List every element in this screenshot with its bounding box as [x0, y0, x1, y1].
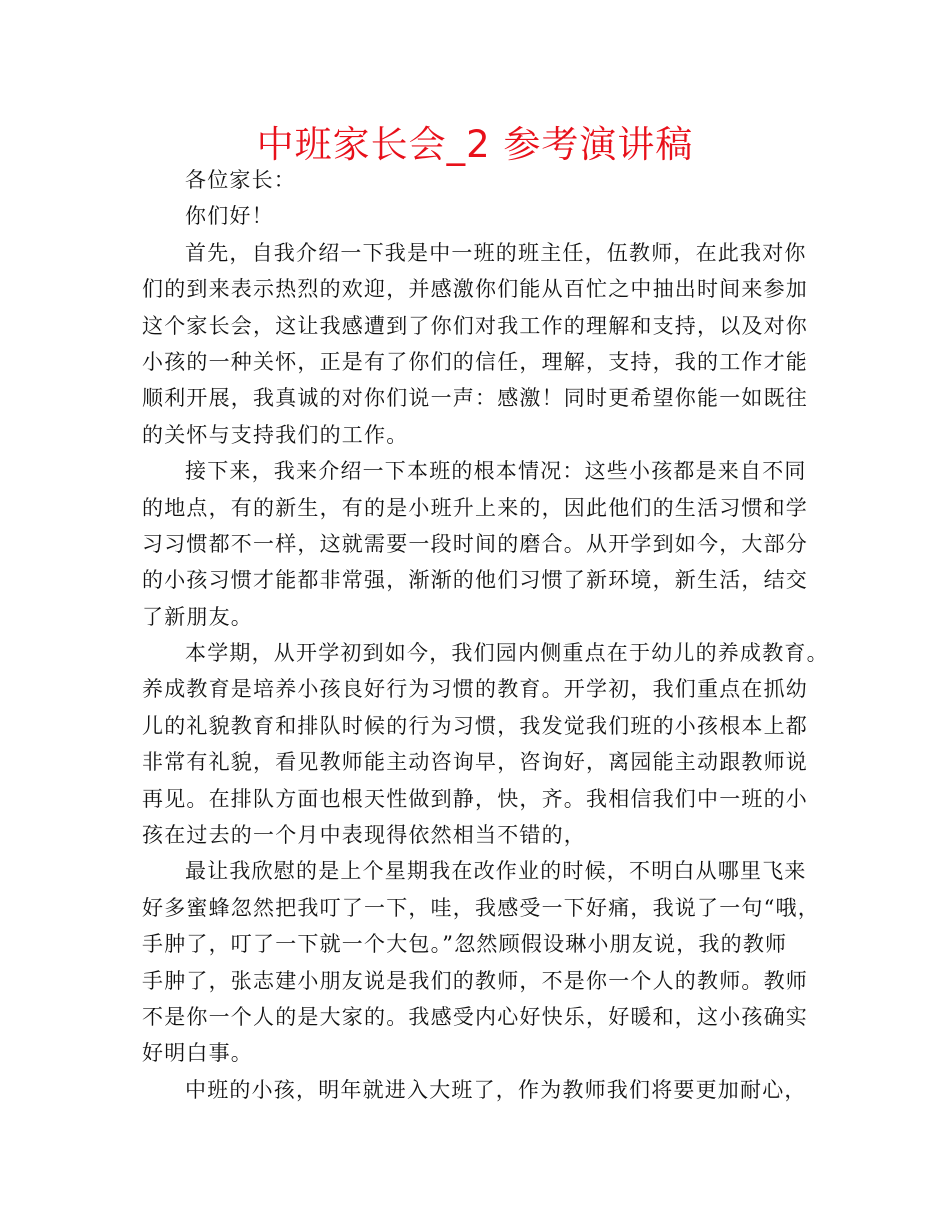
text-line: 的关怀与支持我们的工作。 [142, 422, 409, 447]
text-line: 好明白事。 [142, 1041, 253, 1066]
text-line: 孩在过去的一个月中表现得依然相当不错的， [142, 823, 586, 848]
text-line: 儿的礼貌教育和排队时候的行为习惯，我发觉我们班的小孩根本上都 [142, 713, 808, 738]
text-line: 手肿了，张志建小朋友说是我们的教师，不是你一个人的教师。教师 [142, 968, 808, 993]
text-line: 手肿了，叮了一下就一个大包。”忽然顾假设琳小朋友说，我的教师 [142, 932, 788, 957]
text-line: 再见。在排队方面也根天性做到静，快，齐。我相信我们中一班的小 [142, 786, 808, 811]
text-line: 好多蜜蜂忽然把我叮了一下，哇，我感受一下好痛，我说了一句“哦， [142, 895, 820, 920]
text-line: 非常有礼貌，看见教师能主动咨询早，咨询好，离园能主动跟教师说 [142, 750, 808, 775]
text-line: 习习惯都不一样，这就需要一段时间的磨合。从开学到如今，大部分 [142, 531, 808, 556]
text-line: 各位家长： [185, 168, 296, 192]
text-line: 最让我欣慰的是上个星期我在改作业的时候，不明白从哪里飞来 [185, 859, 807, 884]
text-line: 的地点，有的新生，有的是小班升上来的，因此他们的生活习惯和学 [142, 495, 808, 520]
text-line: 小孩的一种关怀，正是有了你们的信任，理解，支持，我的工作才能 [142, 349, 808, 374]
text-line: 的小孩习惯才能都非常强，渐渐的他们习惯了新环境，新生活，结交 [142, 568, 808, 593]
text-line: 顺利开展，我真诚的对你们说一声：感激！同时更希望你能一如既往 [142, 386, 808, 411]
text-line: 养成教育是培养小孩良好行为习惯的教育。开学初，我们重点在抓幼 [142, 677, 808, 702]
text-line: 首先，自我介绍一下我是中一班的班主任，伍教师，在此我对你 [185, 240, 807, 265]
text-line: 不是你一个人的是大家的。我感受内心好快乐，好暖和，这小孩确实 [142, 1004, 808, 1029]
text-line: 这个家长会，这让我感遭到了你们对我工作的理解和支持，以及对你 [142, 313, 808, 338]
text-line: 了新朋友。 [142, 604, 253, 629]
text-line: 你们好！ [185, 204, 274, 229]
text-line: 接下来，我来介绍一下本班的根本情况：这些小孩都是来自不同 [185, 459, 807, 484]
document-title: 中班家长会_2 参考演讲稿 [256, 123, 694, 166]
document-body [142, 162, 830, 1108]
text-line: 本学期，从开学初到如今，我们园内侧重点在于幼儿的养成教育。 [185, 641, 829, 666]
text-line: 中班的小孩，明年就进入大班了，作为教师我们将要更加耐心， [185, 1077, 807, 1102]
text-line: 们的到来表示热烈的欢迎，并感激你们能从百忙之中抽出时间来参加 [142, 277, 808, 302]
